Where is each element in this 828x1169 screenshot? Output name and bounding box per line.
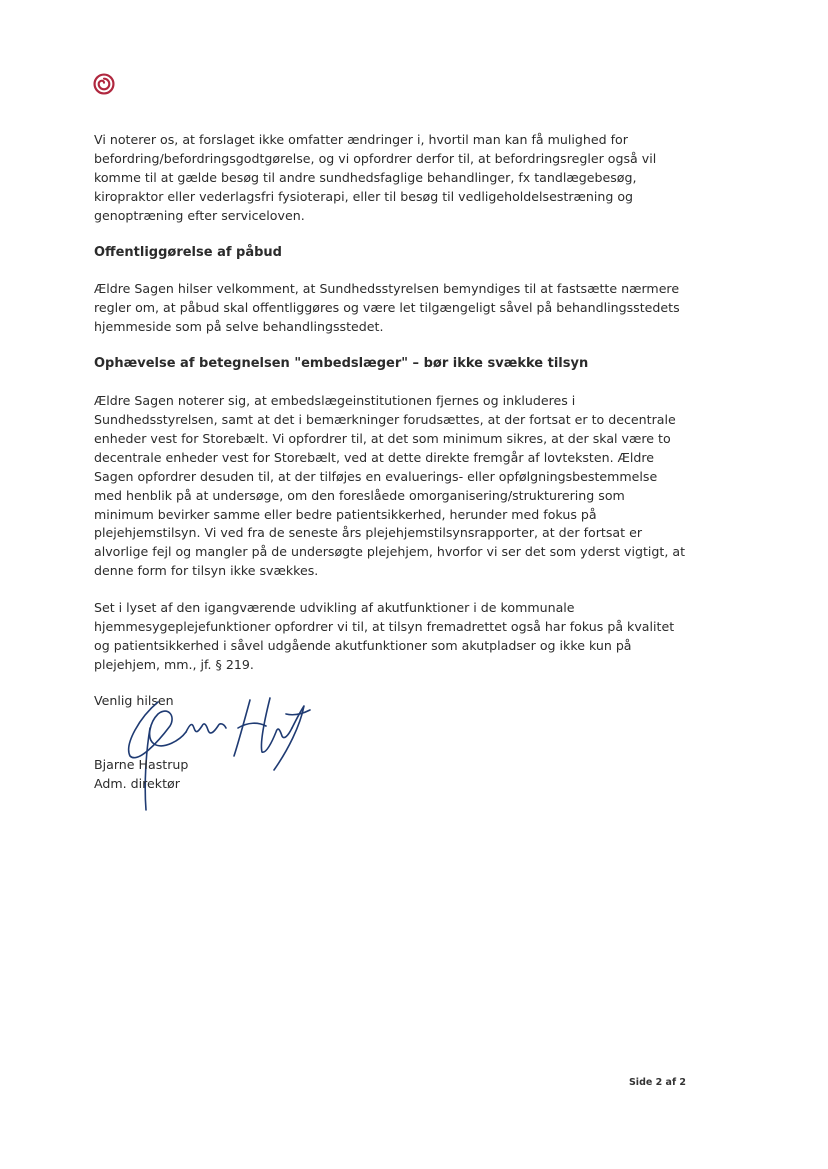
paragraph-akutfunktioner: Set i lyset af den igangværende udvikling af akutfunktioner i de kommunale hjemmesygeplejefunktioner opfordrer vi til, at tilsyn fremadrettet også har fokus på kvalitet og patientsikkerhed i såvel udgående akutfunktioner som akutpladser og ikke kun på plejehjem, mm., jf. § 219. (94, 600, 675, 672)
organization-logo-icon (93, 73, 115, 95)
paragraph-paabud: Ældre Sagen hilser velkomment, at Sundhedsstyrelsen bemyndiges til at fastsætte nærmere regler om, at påbud skal offentliggøres og være let tilgængeligt såvel på behandlingsstedets hjemmeside som på selve behandlingsstedet. (94, 281, 680, 335)
page-number: Side 2 af 2 (628, 1077, 686, 1088)
closing-greeting: Venlig hilsen (94, 693, 174, 708)
heading-embedslaeger: Ophævelse af betegnelsen "embedslæger" – bør ikke svække tilsyn (94, 356, 589, 372)
heading-offentliggoerelse: Offentliggørelse af påbud (94, 244, 282, 260)
letter-body (94, 131, 686, 693)
signer-title: Adm. direktør (94, 775, 180, 791)
paragraph-befordring: Vi noterer os, at forslaget ikke omfatter ændringer i, hvortil man kan få mulighed for befordring/befordringsgodtgørelse, og vi opfordrer derfor til, at befordringsregler også vil komme til at gælde besøg til andre sundhedsfaglige behandlinger, fx tandlægebesøg, kiropraktor eller vederlagsfri fysioterapi, eller til besøg til vedligeholdelsestræning og genoptræning efter serviceloven. (94, 132, 657, 223)
handwritten-signature (110, 692, 325, 817)
signer-block (94, 756, 188, 793)
signer-name: Bjarne Hastrup (94, 757, 189, 772)
paragraph-embedslaegeinstitutionen: Ældre Sagen noterer sig, at embedslægeinstitutionen fjernes og inkluderes i Sundhedsstyrelsen, samt at det i bemærkninger forudsættes, at der fortsat er to decentrale enheder vest for Storebælt. Vi opfordrer til, at det som minimum sikres, at der skal være to decentrale enheder vest for Storebælt, ved at dette direkte fremgår af lovteksten. Ældre Sagen opfordrer desuden til, at der tilføjes en evaluerings- eller opfølgningsbestemmelse med henblik på at undersøge, om den foreslåede omorganisering/strukturering som minimum bevirker samme eller bedre patientsikkerhed, herunder med fokus på plejehjemstilsyn. Vi ved fra de seneste års plejehjemstilsynsrapporter, at der fortsat er alvorlige fejl og mangler på de undersøgte plejehjem, hvorfor vi ser det som yderst vigtigt, at denne form for tilsyn ikke svækkes. (94, 393, 686, 579)
